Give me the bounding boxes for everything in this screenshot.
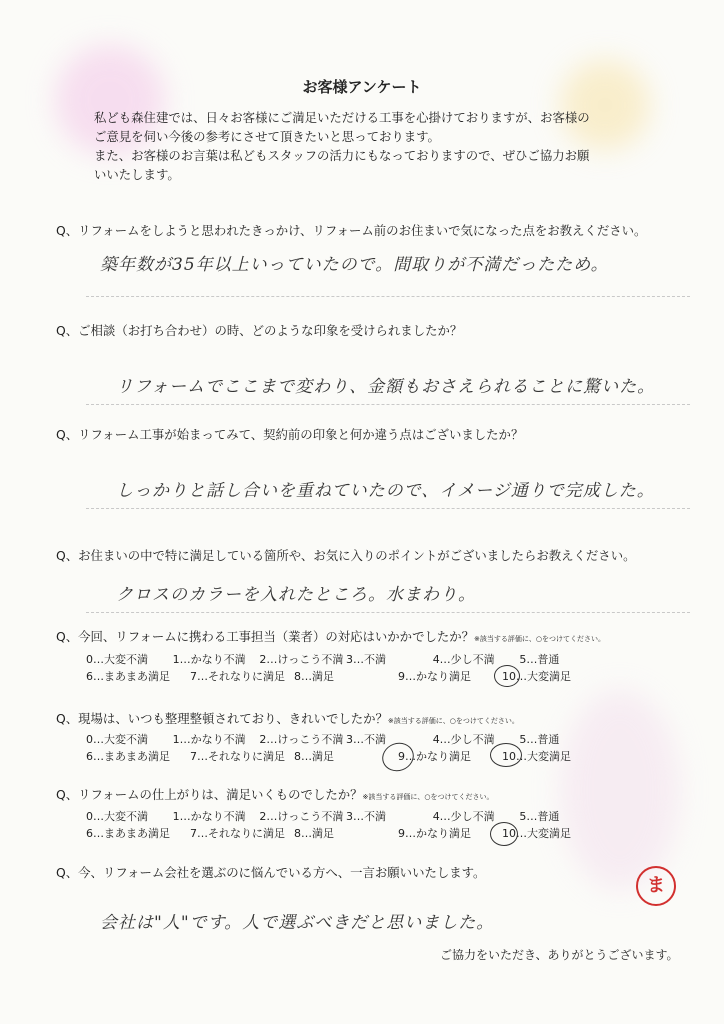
rating-option: 7…それなりに満足 [190,827,285,840]
question-3: Q、リフォーム工事が始まってみて、契約前の印象と何か違う点はございましたか？ [56,427,524,442]
rating-option-selected: 10…大変満足 [502,670,571,683]
flower-decoration [560,690,680,890]
rating-options-7 [86,808,606,842]
question-7: Q、リフォームの仕上がりは、満足いくものでしたか？※該当する評価に、○をつけてください。 [56,787,494,802]
rating-option: 9…かなり満足 [398,827,471,840]
question-6: Q、現場は、いつも整理整頓されており、きれいでしたか？※該当する評価に、○をつけてください。 [56,711,519,726]
rating-option: 8…満足 [294,827,334,840]
divider [86,508,690,509]
question-4: Q、お住まいの中で特に満足している箇所や、お気に入りのポイントがございましたらお教えください。 [56,548,636,563]
rating-option: 2…けっこう不満 [259,810,344,823]
rating-option: 0…大変不満 [86,810,148,823]
rating-option: 9…かなり満足 [398,670,471,683]
rating-option-selected: 10…大変満足 [502,827,571,840]
rating-option: 2…けっこう不満 [259,733,344,746]
closing-message: ご協力をいただき、ありがとうございます。 [440,948,679,962]
rating-option: 7…それなりに満足 [190,750,285,763]
answer-4: クロスのカラーを入れたところ。水まわり。 [116,585,476,605]
rating-option: 1…かなり不満 [172,810,246,823]
rating-option: 9…かなり満足 [398,750,471,763]
rating-option: 1…かなり不満 [172,653,246,666]
rating-option: 4…少し不満 [432,810,495,823]
intro-text: 私ども森住建では、日々お客様にご満足いただける工事を心掛けておりますが、お客様の ご意見を伺い今後の参考にさせて頂きたいと思っております。 また、お客様のお言葉は私どもスタッフの活力にもなっておりますので、ぜひご協力お願 いいたします。 [94,110,590,182]
divider [86,404,690,405]
rating-options-5 [86,651,606,685]
rating-options-6 [86,731,606,765]
rating-option: 3…不満 [346,653,387,666]
rating-option: 6…まあまあ満足 [86,670,170,683]
selection-circle [494,665,520,687]
rating-option: 0…大変不満 [86,653,148,666]
answer-3: しっかりと話し合いを重ねていたので、イメージ通りで完成した。 [116,481,655,501]
rating-option: 3…不満 [346,810,387,823]
answer-1: 築年数が35年以上いっていたので。間取りが不満だったため。 [100,255,609,275]
rating-option: 5…普通 [519,653,560,666]
page-title: お客様アンケート [302,78,422,96]
selection-circle [490,822,518,846]
rating-option: 3…不満 [346,733,387,746]
divider [86,612,690,613]
selection-circle [490,743,522,767]
rating-option: 10…大変満足 [502,750,571,763]
question-8: Q、今、リフォーム会社を選ぶのに悩んでいる方へ、一言お願いいたします。 [56,865,486,880]
rating-option: 5…普通 [519,733,560,746]
question-1: Q、リフォームをしようと思われたきっかけ、リフォーム前のお住まいで気になった点をお教えください。 [56,223,647,238]
divider [86,296,690,297]
rating-option: 4…少し不満 [432,733,495,746]
question-5: Q、今回、リフォームに携わる工事担当（業者）の対応はいかかでしたか？※該当する評価に、○をつけてください。 [56,629,606,644]
rating-option: 5…普通 [519,810,560,823]
rating-option: 4…少し不満 [432,653,495,666]
question-2: Q、ご相談（お打ち合わせ）の時、どのような印象を受けられましたか？ [56,323,463,338]
answer-8: 会社は"人"です。人で選ぶべきだと思いました。 [100,913,495,933]
rating-option: 7…それなりに満足 [190,670,285,683]
rating-option: 6…まあまあ満足 [86,827,170,840]
rating-option: 1…かなり不満 [172,733,246,746]
rating-option: 0…大変不満 [86,733,148,746]
rating-option: 8…満足 [294,750,334,763]
signature-stamp: ま [636,866,676,906]
rating-option: 6…まあまあ満足 [86,750,170,763]
rating-option: 8…満足 [294,670,334,683]
answer-2: リフォームでここまで変わり、金額もおさえられることに驚いた。 [116,377,656,397]
rating-option: 2…けっこう不満 [259,653,344,666]
